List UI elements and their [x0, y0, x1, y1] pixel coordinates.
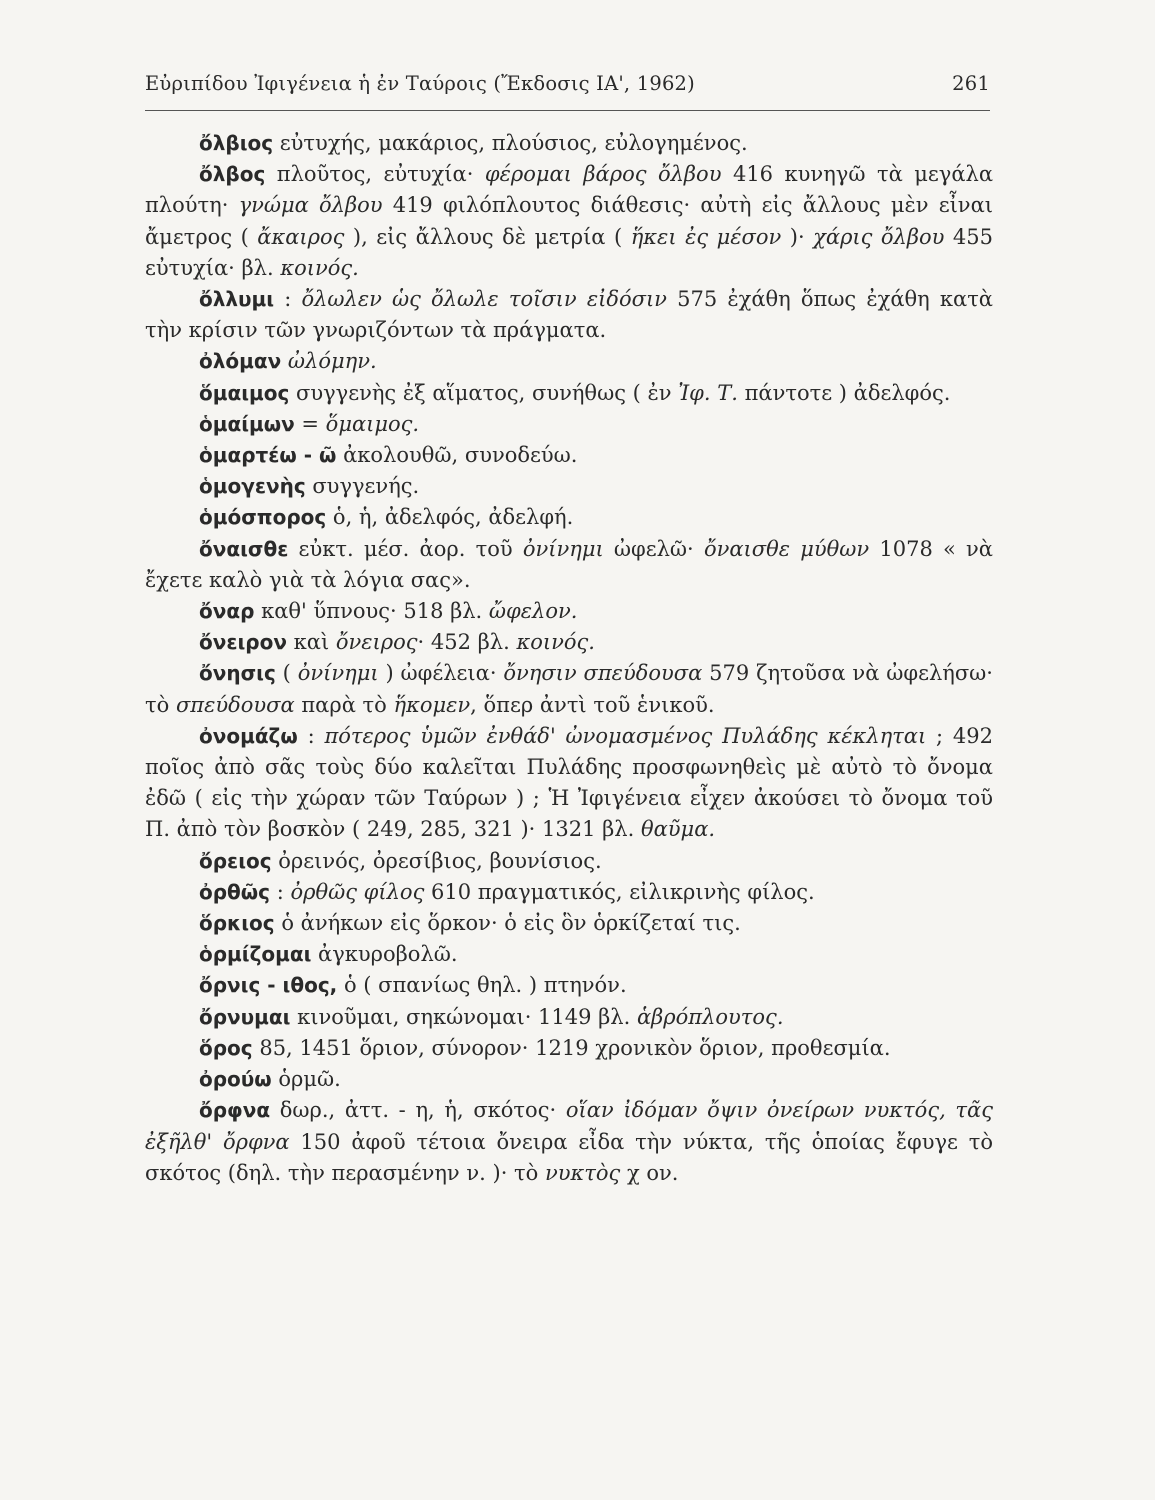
entry-quote: ὅμαιμος.: [325, 411, 420, 436]
entry-definition: · 452 βλ.: [417, 630, 517, 655]
entry-quote: ὀρθῶς φίλος: [290, 879, 425, 904]
glossary-entry: [145, 440, 993, 471]
entry-definition: 455 εὐτυχία· βλ.: [145, 224, 1000, 280]
entry-definition: χ ον.: [620, 1160, 679, 1185]
entry-headword: ὄναρ: [199, 599, 255, 624]
entry-definition: [281, 349, 288, 373]
entry-headword: ὄρφνα: [199, 1098, 271, 1123]
entry-headword: ὀνομάζω: [199, 723, 298, 748]
entry-quote: Ἰφ. Τ.: [678, 380, 738, 405]
entry-quote: ὀνίνημι: [522, 536, 604, 561]
entry-definition: δωρ., ἀττ. - η, ἡ, σκότος·: [270, 1098, 566, 1123]
entry-definition: εὐκτ. μέσ. ἀορ. τοῦ: [288, 536, 523, 561]
glossary-entry: [145, 534, 1000, 596]
glossary-entry: [145, 284, 1000, 346]
entry-headword: ὅμαιμος: [199, 380, 290, 405]
glossary-entry: [145, 877, 993, 908]
entry-definition: )·: [781, 224, 814, 249]
entry-definition: εὐτυχής, μακάριος, πλούσιος, εὐλογημένος.: [273, 131, 748, 155]
glossary-entry: [145, 908, 993, 939]
entry-headword: ὄλβιος: [199, 131, 274, 155]
entry-definition: παρὰ τὸ: [294, 692, 394, 717]
entry-quote: ὠλόμην.: [287, 349, 377, 374]
entry-definition: πάντοτε ) ἀδελφός.: [737, 380, 951, 405]
entry-definition: 419 φιλόπλουτος διάθεσις· αὐτὴ εἰς ἄλλους μὲν εἶναι ἄμετρος (: [145, 193, 1000, 249]
entry-definition: ), εἰς ἄλλους δὲ μετρία (: [344, 224, 631, 249]
entry-definition: ὁ ( σπανίως θηλ. ) πτηνόν.: [337, 973, 627, 998]
entry-headword: ὀρθῶς: [199, 879, 271, 904]
entry-quote: ὄνησιν σπεύδουσα: [503, 661, 703, 686]
glossary-entry: [145, 627, 993, 658]
entry-definition: ὠφελῶ·: [603, 536, 704, 561]
entry-definition: πλοῦτος, εὐτυχία·: [265, 162, 485, 187]
entry-quote: ἄκαιρος: [257, 224, 345, 249]
entry-definition: 610 πραγματικός, εἰλικρινὴς φίλος.: [424, 879, 815, 904]
glossary-entry: [145, 939, 993, 970]
running-header: [145, 72, 990, 95]
glossary-entry: [145, 658, 1000, 720]
glossary-entry: [145, 378, 993, 409]
glossary-entry: [145, 721, 1000, 846]
entry-quote: φέρομαι βάρος ὄλβου: [484, 162, 722, 187]
entry-definition: :: [274, 287, 302, 312]
entry-quote: γνώμα ὄλβου: [238, 193, 383, 218]
glossary-entry: [145, 346, 993, 377]
entry-quote: σπεύδουσα: [175, 692, 295, 717]
glossary-entry: [145, 1095, 1000, 1189]
entry-quote: θαῦμα.: [640, 817, 716, 842]
entry-definition: συγγενής.: [305, 474, 420, 499]
entry-quote: πότερος ὑμῶν ἐνθάδ' ὠνομασμένος Πυλάδης κέκληται: [324, 723, 927, 748]
glossary-entry: [145, 1033, 993, 1064]
entry-definition: 416 κυνηγῶ τὰ μεγάλα πλούτη·: [145, 162, 1000, 218]
header-rule: [145, 110, 990, 111]
entry-definition: (: [275, 661, 298, 686]
entry-definition: ὁρμῶ.: [271, 1067, 341, 1092]
entry-quote: κοινός.: [516, 630, 595, 655]
glossary-entry: [145, 409, 993, 440]
entry-quote: κοινός.: [280, 255, 359, 280]
entry-definition: ὀρεινός, ὀρεσίβιος, βουνίσιος.: [271, 848, 602, 873]
entry-quote: ὄλωλεν ὡς ὄλωλε τοῖσιν εἰδόσιν: [301, 287, 667, 312]
entry-definition: ) ὠφέλεια·: [378, 661, 504, 686]
glossary-body: [145, 128, 1000, 1189]
entry-definition: ἀκολουθῶ, συνοδεύω.: [336, 443, 578, 468]
entry-definition: 575 ἐχάθη ὅπως ἐχάθη κατὰ τὴν κρίσιν τῶν γνωριζόντων τὰ πράγματα.: [145, 287, 1000, 343]
glossary-entry: [145, 471, 993, 502]
glossary-entry: [145, 502, 993, 533]
entry-headword: ὄναισθε: [199, 536, 289, 561]
running-title: Εὐριπίδου Ἰφιγένεια ἡ ἐν Ταύροις (Ἔκδοσις ΙΑ', 1962): [145, 72, 695, 95]
entry-quote: ὄνειρος: [335, 630, 418, 655]
entry-quote: ὄναισθε μύθων: [703, 536, 870, 561]
entry-definition: , ὅπερ ἀντὶ τοῦ ἑνικοῦ.: [470, 692, 715, 717]
entry-headword: ὁρμίζομαι: [199, 942, 312, 967]
entry-definition: κινοῦμαι, σηκώνομαι· 1149 βλ.: [290, 1004, 637, 1029]
glossary-entry: [145, 1002, 993, 1033]
glossary-entry: [145, 159, 1000, 284]
glossary-entry: [145, 970, 993, 1001]
page-number: 261: [952, 72, 990, 95]
entry-quote: ὀνίνημι: [297, 661, 379, 686]
entry-definition: καθ' ὕπνους· 518 βλ.: [254, 599, 489, 624]
entry-headword: ὄρνυμαι: [199, 1004, 291, 1029]
entry-definition: ἀγκυροβολῶ.: [311, 942, 458, 967]
entry-headword: ὅρος: [199, 1035, 253, 1060]
entry-quote: ἁβρόπλουτος.: [636, 1004, 784, 1029]
entry-headword: ὄρειος: [199, 848, 272, 873]
entry-definition: ὁ, ἡ, ἀδελφός, ἀδελφή.: [326, 505, 574, 530]
entry-definition: καὶ: [286, 630, 336, 655]
entry-definition: :: [297, 723, 325, 748]
entry-definition: 85, 1451 ὅριον, σύνορον· 1219 χρονικὸν ὅριον, προθεσμία.: [252, 1035, 891, 1060]
entry-definition: 579 ζητοῦσα νὰ ὠφελήσω· τὸ: [145, 661, 1000, 717]
entry-quote: ὤφελον.: [488, 599, 578, 624]
entry-quote: χάρις ὄλβου: [813, 224, 945, 249]
entry-definition: =: [294, 411, 326, 436]
entry-definition: ; 492 ποῖος ἀπὸ σᾶς τοὺς δύο καλεῖται Πυλάδης προσφωνηθεὶς μὲ αὐτὸ τὸ ὄνομα ἐδῶ ( εἰς τὴν χώραν τῶν Ταύρων ) ; Ἡ Ἰφιγένεια εἶχεν ἀκούσει τὸ ὄνομα τοῦ Π. ἀπὸ τὸν βοσκὸν ( 249, 285, 321 )· 1321 βλ.: [145, 723, 1000, 842]
entry-headword: ὄνησις: [199, 661, 276, 686]
entry-headword: ὄνειρον: [199, 630, 287, 655]
entry-definition: συγγενὴς ἐξ αἵματος, συνήθως ( ἐν: [289, 380, 679, 405]
entry-definition: 150 ἀφοῦ τέτοια ὄνειρα εἶδα τὴν νύκτα, τῆς ὁποίας ἔφυγε τὸ σκότος (δηλ. τὴν περασμένην ν. )· τὸ: [145, 1129, 1000, 1185]
entry-headword: ὅρκιος: [199, 911, 275, 936]
entry-definition: ὁ ἀνήκων εἰς ὅρκον· ὁ εἰς ὃν ὁρκίζεταί τις.: [274, 911, 741, 936]
entry-headword: ὁμαίμων: [199, 411, 295, 436]
entry-quote: νυκτὸς: [544, 1160, 621, 1185]
entry-headword: ὄλβος: [199, 162, 266, 187]
entry-quote: ἥκει ἐς μέσον: [630, 224, 782, 249]
glossary-entry: [145, 596, 993, 627]
glossary-entry: [145, 846, 993, 877]
entry-quote: οἵαν ἰδόμαν ὄψιν ὀνείρων νυκτός, τᾶς ἐξῆλθ' ὄρφνα: [145, 1098, 1000, 1154]
entry-quote: ἥκομεν: [393, 692, 471, 717]
entry-headword: ὁμαρτέω - ῶ: [199, 443, 337, 468]
entry-headword: ὁμόσπορος: [199, 505, 327, 530]
entry-headword: ὄρνις - ιθος,: [199, 973, 338, 998]
entry-definition: 1078 « νὰ ἔχετε καλὸ γιὰ τὰ λόγια σας».: [145, 536, 1000, 592]
entry-headword: ὀλόμαν: [199, 349, 282, 374]
entry-headword: ὀρούω: [199, 1067, 272, 1092]
glossary-entry: [145, 128, 993, 159]
entry-headword: ὁμογενὴς: [199, 474, 306, 499]
glossary-entry: [145, 1064, 993, 1095]
entry-definition: :: [270, 879, 291, 904]
entry-headword: ὄλλυμι: [199, 287, 275, 312]
